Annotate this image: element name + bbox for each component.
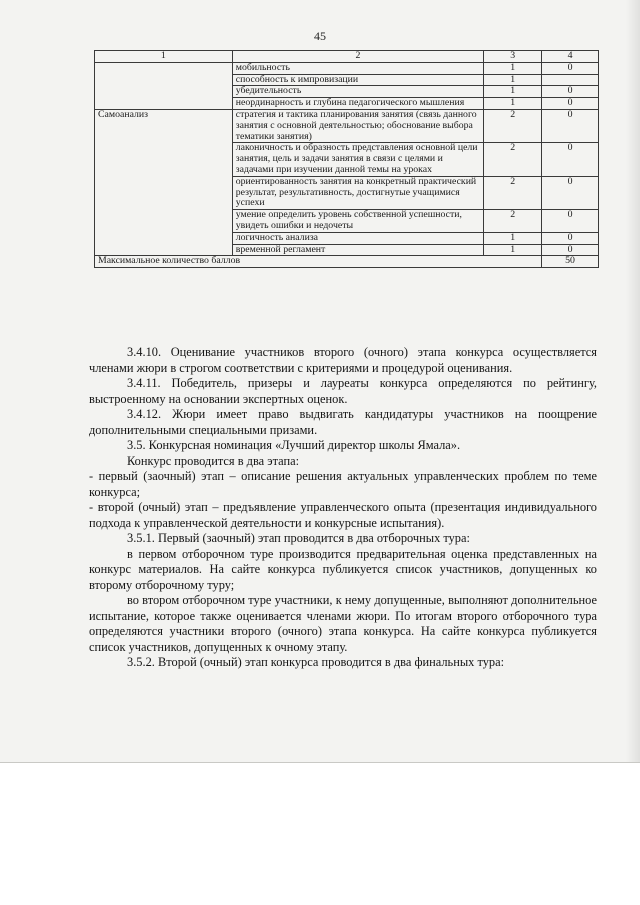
- criterion-cell: способность к импровизации: [232, 74, 484, 86]
- paragraph: - первый (заочный) этап – описание решения актуальных управленческих проблем по теме конкурса;: [89, 469, 597, 499]
- min-score-cell: 0: [542, 244, 599, 256]
- min-score-cell: 0: [542, 143, 599, 176]
- total-label-cell: Максимальное количество баллов: [95, 256, 542, 268]
- paragraph: - второй (очный) этап – предъявление управленческого опыта (презентация индивидуального подхода к управленческой деятельности и конкурсные испытания).: [89, 500, 597, 530]
- criterion-cell: мобильность: [232, 62, 484, 74]
- max-score-cell: 2: [484, 210, 542, 233]
- paragraph: 3.4.10. Оценивание участников второго (очного) этапа конкурса осуществляется членами жюри в строгом соответствии с критериями и процедурой оценивания.: [89, 345, 597, 375]
- max-score-cell: 1: [484, 62, 542, 74]
- header-cell: 4: [542, 51, 599, 63]
- paragraph: 3.5.1. Первый (заочный) этап проводится в два отборочных тура:: [127, 531, 470, 545]
- paragraph: 3.4.11. Победитель, призеры и лауреаты конкурса определяются по рейтингу, выстроенному на основании экспертных оценок.: [89, 376, 597, 406]
- paragraph: в первом отборочном туре производится предварительная оценка представленных на конкурс материалов. На сайте конкурса публикуется список участников, допущенных ко второму отборочному туру;: [89, 546, 597, 592]
- table-row: [95, 62, 599, 74]
- min-score-cell: 0: [542, 232, 599, 244]
- min-score-cell: 0: [542, 176, 599, 209]
- header-cell: 1: [95, 51, 233, 63]
- min-score-cell: 0: [542, 109, 599, 142]
- max-score-cell: 2: [484, 109, 542, 142]
- table-header-row: [95, 51, 599, 63]
- header-cell: 2: [232, 51, 484, 63]
- total-value-cell: 50: [542, 256, 599, 268]
- paragraph: Конкурс проводится в два этапа:: [127, 453, 300, 468]
- page-number: 45: [314, 29, 326, 43]
- min-score-cell: [542, 74, 599, 86]
- min-score-cell: 0: [542, 98, 599, 110]
- max-score-cell: 1: [484, 232, 542, 244]
- paragraph: 3.4.12. Жюри имеет право выдвигать кандидатуры участников на поощрение дополнительными специальными призами.: [89, 407, 597, 437]
- paragraph: 3.5.2. Второй (очный) этап конкурса проводится в два финальных тура:: [127, 655, 505, 669]
- paragraph: во втором отборочном туре участники, к нему допущенные, выполняют дополнительное испытание, которое также оценивается членами жюри. По итогам второго отборочного тура определяются участники второго (очного) этапа конкурса. На сайте конкурса публикуется список участников, допущенных к очному этапу.: [89, 593, 597, 654]
- header-cell: 3: [484, 51, 542, 63]
- criterion-cell: умение определить уровень собственной успешности, увидеть ошибки и недочеты: [232, 210, 484, 233]
- criterion-cell: неординарность и глубина педагогического мышления: [232, 98, 484, 110]
- max-score-cell: 2: [484, 176, 542, 209]
- criterion-cell: логичность анализа: [232, 232, 484, 244]
- table-total-row: [95, 256, 599, 268]
- criterion-cell: ориентированность занятия на конкретный практический результат, результативность, достигнутые учащимися успехи: [232, 176, 484, 209]
- criterion-cell: стратегия и тактика планирования занятия (связь данного занятия с основной деятельностью; обоснование выбора тематики занятия): [232, 109, 484, 142]
- body-text: [89, 345, 597, 671]
- table-row: [95, 109, 599, 142]
- max-score-cell: 1: [484, 98, 542, 110]
- criterion-cell: временной регламент: [232, 244, 484, 256]
- criterion-cell: убедительность: [232, 86, 484, 98]
- criteria-table: [94, 50, 599, 268]
- max-score-cell: 1: [484, 86, 542, 98]
- min-score-cell: 0: [542, 210, 599, 233]
- paragraph: 3.5. Конкурсная номинация «Лучший директор школы Ямала».: [127, 438, 461, 452]
- group-cell-empty: [95, 62, 233, 109]
- max-score-cell: 1: [484, 74, 542, 86]
- min-score-cell: 0: [542, 62, 599, 74]
- max-score-cell: 1: [484, 244, 542, 256]
- criterion-cell: лаконичность и образность представления основной цели занятия, цель и задачи занятия в связи с целями и задачами при изучении данной темы на уроках: [232, 143, 484, 176]
- max-score-cell: 2: [484, 143, 542, 176]
- group-label-cell: Самоанализ: [95, 109, 233, 255]
- min-score-cell: 0: [542, 86, 599, 98]
